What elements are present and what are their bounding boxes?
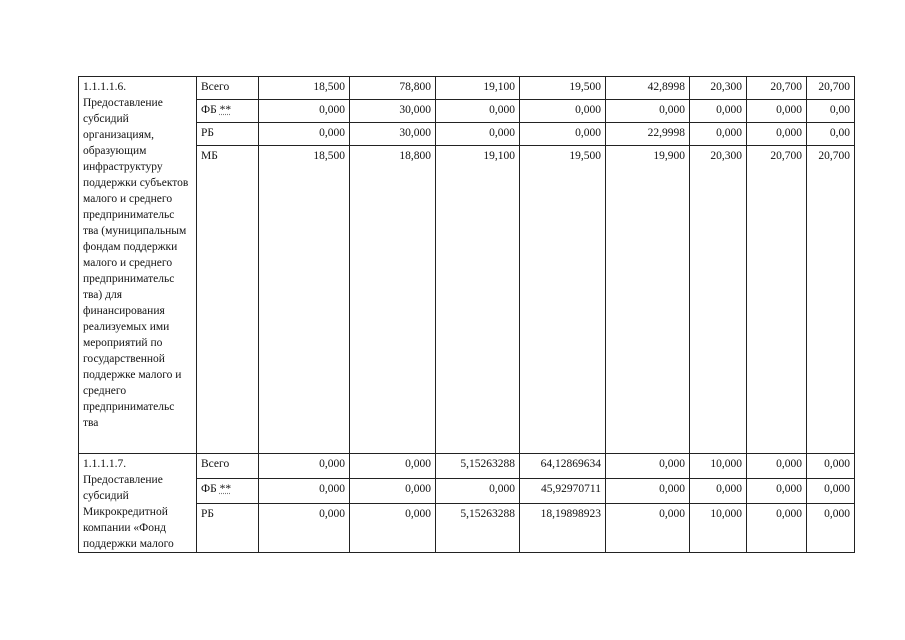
value-cell: 0,000	[259, 123, 350, 146]
value-cell: 19,900	[606, 146, 690, 454]
value-cell: 45,92970711	[520, 478, 606, 503]
value-cell: 0,000	[520, 123, 606, 146]
table-body	[79, 77, 855, 553]
value-cell: 0,000	[690, 123, 747, 146]
value-cell: 0,000	[606, 503, 690, 553]
value-cell: 22,9998	[606, 123, 690, 146]
value-cell: 0,000	[747, 100, 807, 123]
value-cell: 18,500	[259, 77, 350, 100]
value-cell: 0,000	[350, 454, 436, 479]
value-cell: 19,100	[436, 146, 520, 454]
value-cell: 20,700	[807, 77, 855, 100]
value-cell: 0,000	[259, 100, 350, 123]
row-description: Предоставление субсидий организациям, образующим инфраструктуру поддержки субъектов малого и среднего предпринимательс тва (муниципальным фондам поддержки малого и среднего предпринимательс тва) для финансирования реализуемых ими мероприятий по государственной поддержке малого и среднего предпринимательс тва	[83, 97, 189, 429]
value-cell: 0,000	[747, 454, 807, 479]
row-description-cell	[79, 77, 197, 454]
source-label: ФБ **	[197, 100, 259, 123]
value-cell: 19,100	[436, 77, 520, 100]
row-description-cell	[79, 454, 197, 553]
value-cell: 0,000	[436, 123, 520, 146]
value-cell: 20,700	[747, 77, 807, 100]
value-cell: 0,000	[690, 478, 747, 503]
row-code: 1.1.1.1.6.	[83, 81, 127, 93]
value-cell: 20,300	[690, 146, 747, 454]
row-description: Предоставление субсидий Микрокредитной компании «Фонд поддержки малого	[83, 474, 174, 550]
value-cell: 0,00	[807, 123, 855, 146]
source-label: Всего	[197, 77, 259, 100]
value-cell: 0,000	[606, 478, 690, 503]
table-row	[79, 77, 855, 100]
value-cell: 0,00	[807, 100, 855, 123]
budget-table	[78, 76, 855, 553]
value-cell: 5,15263288	[436, 454, 520, 479]
value-cell: 42,8998	[606, 77, 690, 100]
source-label: МБ	[197, 146, 259, 454]
value-cell: 18,19898923	[520, 503, 606, 553]
value-cell: 18,500	[259, 146, 350, 454]
value-cell: 0,000	[807, 454, 855, 479]
value-cell: 30,000	[350, 123, 436, 146]
value-cell: 78,800	[350, 77, 436, 100]
source-label: ФБ **	[197, 478, 259, 503]
value-cell: 19,500	[520, 146, 606, 454]
value-cell: 10,000	[690, 503, 747, 553]
value-cell: 0,000	[259, 454, 350, 479]
value-cell: 64,12869634	[520, 454, 606, 479]
value-cell: 0,000	[436, 100, 520, 123]
value-cell: 0,000	[747, 123, 807, 146]
value-cell: 10,000	[690, 454, 747, 479]
value-cell: 0,000	[690, 100, 747, 123]
value-cell: 20,700	[807, 146, 855, 454]
value-cell: 0,000	[606, 454, 690, 479]
value-cell: 20,300	[690, 77, 747, 100]
value-cell: 0,000	[747, 478, 807, 503]
value-cell: 0,000	[259, 478, 350, 503]
value-cell: 18,800	[350, 146, 436, 454]
footnote-mark: **	[219, 104, 232, 116]
table-row	[79, 454, 855, 479]
value-cell: 5,15263288	[436, 503, 520, 553]
value-cell: 0,000	[807, 478, 855, 503]
footnote-mark: **	[219, 482, 232, 495]
value-cell: 0,000	[259, 503, 350, 553]
value-cell: 0,000	[606, 100, 690, 123]
source-label: Всего	[197, 454, 259, 479]
value-cell: 0,000	[350, 503, 436, 553]
value-cell: 0,000	[436, 478, 520, 503]
value-cell: 20,700	[747, 146, 807, 454]
source-label: РБ	[197, 123, 259, 146]
value-cell: 0,000	[747, 503, 807, 553]
value-cell: 30,000	[350, 100, 436, 123]
value-cell: 0,000	[520, 100, 606, 123]
row-code: 1.1.1.1.7.	[83, 458, 127, 470]
source-label: РБ	[197, 503, 259, 553]
value-cell: 0,000	[350, 478, 436, 503]
value-cell: 0,000	[807, 503, 855, 553]
value-cell: 19,500	[520, 77, 606, 100]
